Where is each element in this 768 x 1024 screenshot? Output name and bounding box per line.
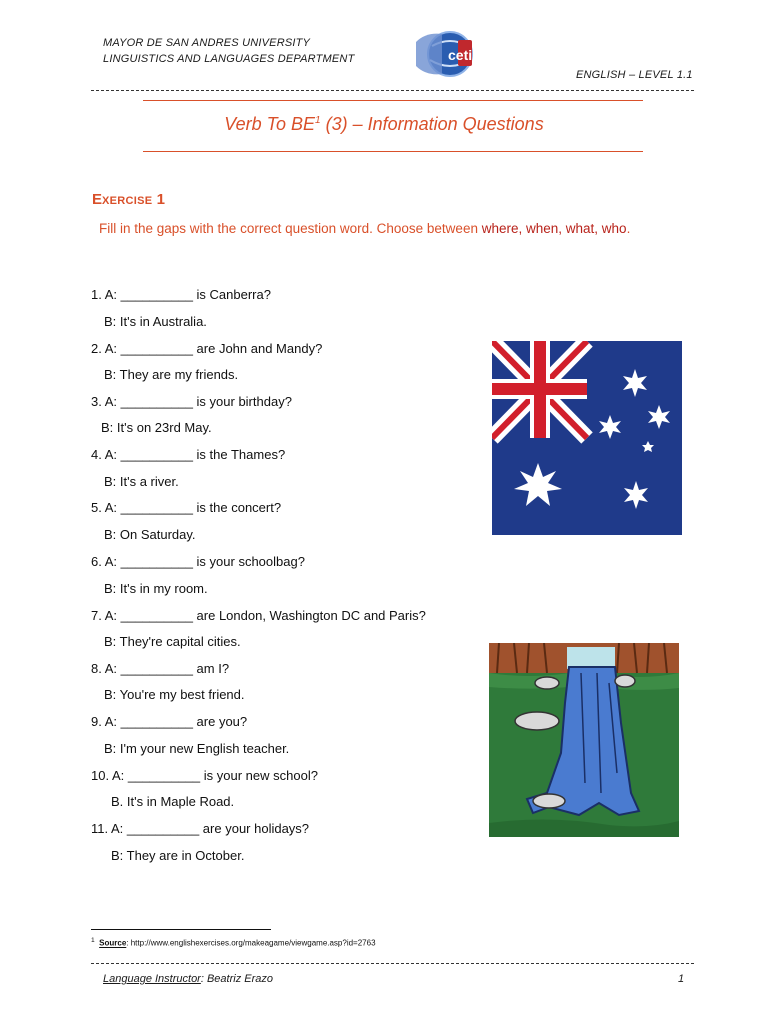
question-7-b: B: They're capital cities.	[104, 634, 241, 649]
title-rule-bottom	[143, 151, 643, 152]
ceti-logo	[412, 28, 476, 80]
title-rule-top	[143, 100, 643, 101]
question-3-a: 3. A: __________ is your birthday?	[91, 394, 292, 409]
course-level: ENGLISH – LEVEL 1.1	[576, 69, 693, 81]
question-1-b: B: It's in Australia.	[104, 314, 207, 329]
footer-divider	[91, 963, 694, 964]
question-4-a: 4. A: __________ is the Thames?	[91, 447, 286, 462]
question-8-a: 8. A: __________ am I?	[91, 661, 230, 676]
title-footnote-ref: 1	[315, 115, 321, 126]
question-7-a: 7. A: __________ are London, Washington DC and Paris?	[91, 608, 426, 623]
question-6-a: 6. A: __________ is your schoolbag?	[91, 554, 305, 569]
exercise-heading: EXERCISE 1	[92, 191, 165, 208]
department-name: LINGUISTICS AND LANGUAGES DEPARTMENT	[103, 53, 355, 65]
question-word-choices: where, when, what, who	[481, 221, 627, 236]
question-8-b: B: You're my best friend.	[104, 687, 245, 702]
question-3-b: B: It's on 23rd May.	[101, 420, 212, 435]
page-number: 1	[678, 973, 685, 985]
question-10-a: 10. A: __________ is your new school?	[91, 768, 318, 783]
question-9-b: B: I'm your new English teacher.	[104, 741, 290, 756]
question-10-b: B. It's in Maple Road.	[111, 794, 235, 809]
question-2-b: B: They are my friends.	[104, 367, 239, 382]
question-5-b: B: On Saturday.	[104, 527, 196, 542]
footnote: $^1$ Source: http://www.englishexercises.org/makeagame/viewgame.asp?id=2763	[91, 937, 376, 948]
question-5-a: 5. A: __________ is the concert?	[91, 500, 282, 515]
question-9-a: 9. A: __________ are you?	[91, 714, 248, 729]
question-2-a: 2. A: __________ are John and Mandy?	[91, 341, 323, 356]
header-divider	[91, 90, 694, 91]
footnote-source-label: Source	[99, 938, 127, 948]
australian-flag-image	[492, 341, 682, 535]
university-name: MAYOR DE SAN ANDRES UNIVERSITY	[103, 37, 311, 49]
page-title: Verb To $BE^1$ (3) – Information Questions	[224, 114, 544, 134]
question-4-b: B: It's a river.	[104, 474, 179, 489]
footnote-rule	[91, 929, 271, 930]
footnote-source-url: : http://www.englishexercises.org/makeagame/viewgame.asp?id=2763	[126, 938, 376, 948]
question-11-b: B: They are in October.	[111, 848, 245, 863]
question-11-a: 11. A: __________ are your holidays?	[91, 821, 310, 836]
logo-text: ceti	[448, 47, 473, 63]
waterfall-image	[489, 643, 679, 837]
question-1-a: 1. A: __________ is Canberra?	[91, 287, 271, 302]
exercise-instruction: Fill in the gaps with the correct question word. Choose between where, when, what, who.	[99, 221, 631, 236]
instructor-credit: Language Instructor: Beatriz Erazo	[103, 973, 273, 985]
question-6-b: B: It's in my room.	[104, 581, 208, 596]
